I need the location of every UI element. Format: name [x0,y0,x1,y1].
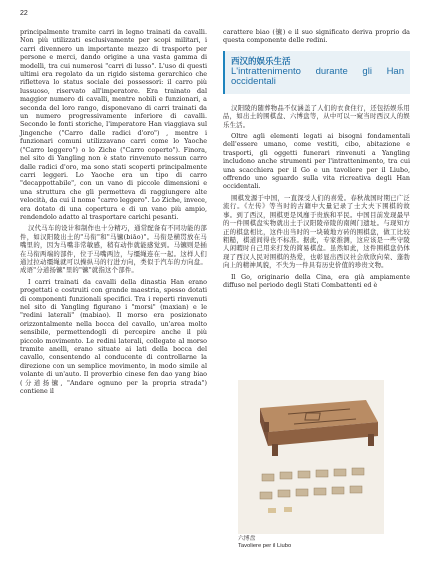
section-title-zh: 西汉的娱乐生活 [231,56,291,67]
figure-caption-zh: 六博盘 [238,536,256,542]
liubo-board-illustration [238,380,384,534]
figure-caption-it: Tavoliere per il Liubo [238,543,292,549]
left-column [20,28,207,398]
right-column [223,28,410,292]
left-paragraph-3: I carri trainati da cavalli della dinastia Han erano progettati e costruiti con grande maestria, spesso dotati di componenti funzionali specifici. Tra i reperti rinvenuti nel sito di Yangling figurano i "morsi" (maxian) e le "redini laterali" (mabiao). Il morso era posizionato orizzontalmente nella bocca del cavallo, un'area molto sensibile, permettendogli di percepire anche il più piccolo movimento. Le redini laterali, collegate al morso tramite anelli, erano situate ai lati della bocca del cavallo, consentendo al conducente di controllarne la direzione con un semplice movimento, in modo simile al volante di un'auto. Il proverbio cinese fen dao yang biao (分道扬镳, "Andare ognuno per la propria strada") contiene il [20,277,207,396]
section-title-it: L'intrattenimento durante gli Han occidentali [231,65,404,88]
right-paragraph-2: Oltre agli elementi legati ai bisogni fondamentali dell'essere umano, come vestiti, cibo, abitazione e trasporti, gli oggetti funerari rinvenuti a Yangling includono anche strumenti per l'intrattenimento, tra cui una scacchiera per il Go e un tavoliere per il Liubo, offrendo uno sguardo sulla vita ricreativa degli Han occidentali. [223,132,410,191]
liubo-board-photo [238,380,384,534]
left-paragraph-2-zh: 汉代马车的设计和制作也十分精巧，通常配备有不同功能的部件，如汉阳陵出土的"马衔"和"马镳(biāo)"。马衔是横贯放在马嘴里的，因为马嘴非常敏感，稍有动作就能感觉到。马镳则是插在马衔两端的部件，位于马嘴两边，与缰绳连在一起。这样人们通过拉动缰绳就可以操纵马的行进方向，类似于汽车的方向盘。成语"分道扬镳"里的"镳"就指这个部件。 [20,224,207,275]
left-paragraph-1: principalmente tramite carri in legno trainati da cavalli. Non più utilizzati esclusivamente per scopi militari, i carri divennero un importante mezzo di trasporto per persone e merci, dando origine a una vasta gamma di modelli, tra cui numerosi "carri di lusso". L'uso di questi ultimi era regolato da un rigido sistema gerarchico che rifletteva lo status sociale dei possessori: il carro più lussuoso, riservato all'imperatore. Era trainato dal maggior numero di cavalli, mentre nobili e funzionari, a seconda del loro rango, disponevano di carri trainati da un numero progressivamente inferiore di cavalli. Secondo le fonti storiche, l'imperatore Han viaggiava sul Jingenche ("Carro dalle radici d'oro") , mentre i funzionari comuni utilizzavano carri come lo Yaoche ("Carro leggero") o lo Ziche ("Carro coperto"). Finora, nel sito di Yangling non è stato rinvenuto nessun carro dalle radici d'oro, ma sono stati scoperti principalmente carri leggeri. Lo Yaoche era un tipo di carro "decappottabile", con un vano di piccole dimensioni e una struttura che gli permetteva di raggiungere alte velocità, da cui il nome "carro leggero". Lo Ziche, invece, era dotato di una copertura e di un vano più ampio, rendendolo adatto al trasportare carichi pesanti. [20,28,207,221]
right-paragraph-1-zh: 汉阳陵的随葬物品不仅涵盖了人们的衣食住行，还包括娱乐用品，如出土的围棋盘、六博盘等，从中可以一窥当时西汉人的娱乐生活。 [223,103,410,129]
section-heading-box [223,51,410,94]
right-paragraph-3-zh: 围棋发源于中国，一直深受人们的喜爱。春秋战国时期已广泛流行。《左传》等当时的古籍中大量记录了士大夫下围棋的故事。到了西汉，围棋更是风靡于贵族和平民。中国目前发现最早的一件围棋盘实物就出土于汉阳陵帝陵的南阙门遗址。与现知方正的棋盘相比，这件出当时的一块破地方砖的围棋盘，做工比较粗糙，棋道间得也不标准。据此，专家推测，这应该是一些守陵人闲暇时自己用来打发的简易棋盘。虽然如此，这件围棋盘仍体现了西汉人民对围棋的热爱，也彰显出西汉社会欣欣向荣、蓬勃向上的精神风貌，不失为一件具有历史价值的珍贵文物。 [223,193,410,270]
page-number: 22 [20,10,28,17]
figure-caption [238,536,291,550]
right-paragraph-top: carattere biao (镳) e il suo significato deriva proprio da questa componente delle redini. [223,28,410,45]
right-paragraph-4: Il Go, originario della Cina, era già ampiamente diffuso nel periodo degli Stati Combattenti ed è [223,272,410,289]
